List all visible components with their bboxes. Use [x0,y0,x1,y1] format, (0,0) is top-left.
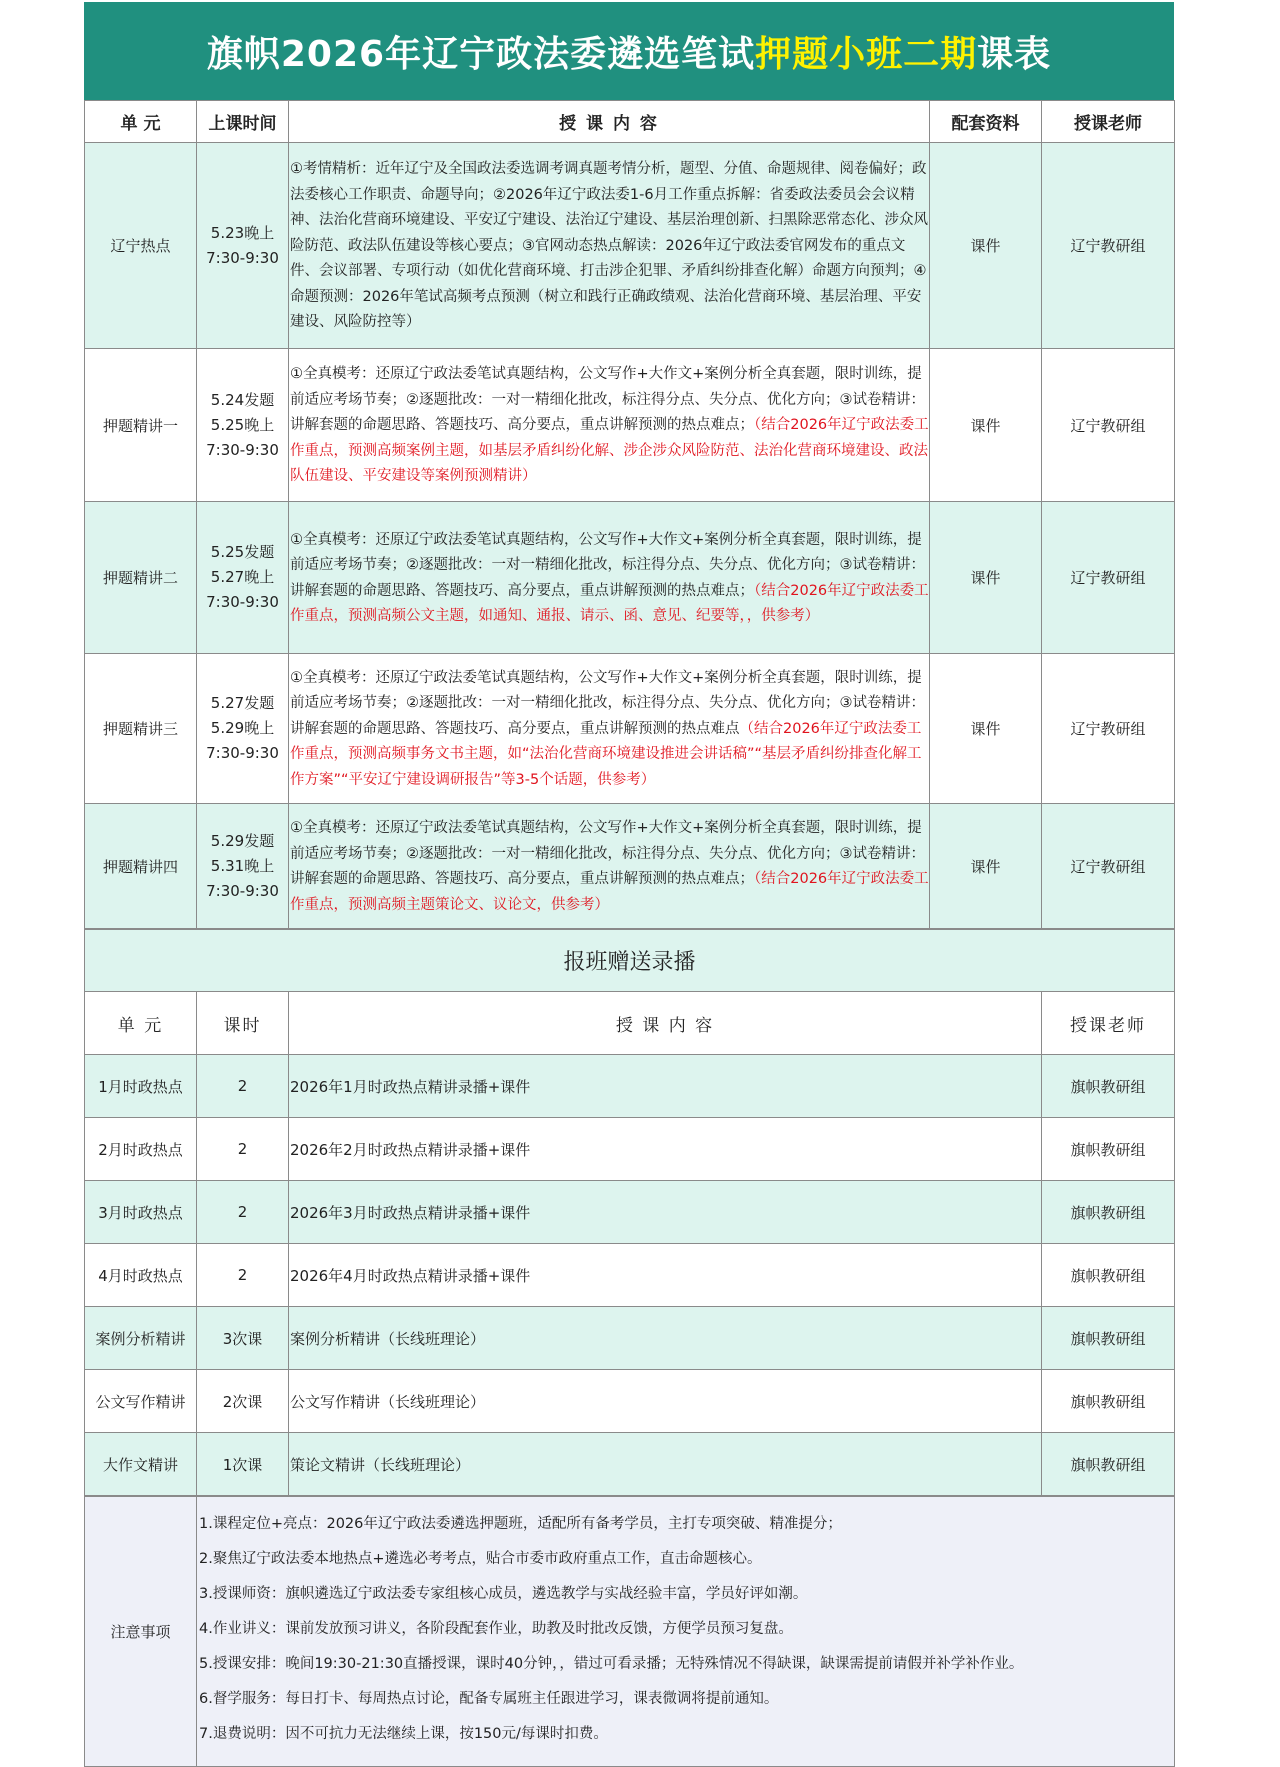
row-teacher: 旗帜教研组 [1042,1433,1175,1496]
bonus-table [84,929,1175,1496]
row-unit: 押题精讲四 [85,804,197,929]
row-unit: 2月时政热点 [85,1118,197,1181]
bonus-section-title: 报班赠送录播 [85,930,1175,992]
title-suffix: 课表 [977,33,1052,75]
table-row [85,1244,1175,1307]
row-teacher: 辽宁教研组 [1042,349,1175,502]
main-schedule-table [84,100,1175,929]
row-content: 策论文精讲（长线班理论） [289,1433,1042,1496]
row-time: 5.24发题 5.25晚上 7:30-9:30 [197,349,289,502]
row-content: 2026年1月时政热点精讲录播+课件 [289,1055,1042,1118]
row-unit: 押题精讲三 [85,654,197,804]
row-teacher: 辽宁教研组 [1042,804,1175,929]
notes-table [84,1496,1175,1767]
row-teacher: 旗帜教研组 [1042,1181,1175,1244]
notes-list [197,1497,1175,1767]
row-material: 课件 [930,502,1042,654]
page-title [84,2,1174,100]
row-content: 2026年2月时政热点精讲录播+课件 [289,1118,1042,1181]
row-hours: 1次课 [197,1433,289,1496]
header-unit: 单 元 [85,992,197,1055]
header-content: 授 课 内 容 [289,992,1042,1055]
notes-label: 注意事项 [85,1497,197,1767]
row-time: 5.27发题 5.29晚上 7:30-9:30 [197,654,289,804]
header-material: 配套资料 [930,101,1042,143]
row-content: ①考情精析：近年辽宁及全国政法委选调考调真题考情分析，题型、分值、命题规律、阅卷偏好；政法委核心工作职责、命题导向；②2026年辽宁政法委1-6月工作重点拆解：省委政法委员会会议精神、法治化营商环境建设、平安辽宁建设、法治辽宁建设、基层治理创新、扫黑除恶常态化、涉众风险防范、政法队伍建设等核心要点；③官网动态热点解读：2026年辽宁政法委官网发布的重点文件、会议部署、专项行动（如优化营商环境、打击涉企犯罪、矛盾纠纷排查化解）命题方向预判；④命题预测：2026年笔试高频考点预测（树立和践行正确政绩观、法治化营商环境、基层治理、平安建设、风险防控等） [289,143,930,349]
row-unit: 公文写作精讲 [85,1370,197,1433]
row-time: 5.23晚上 7:30-9:30 [197,143,289,349]
row-teacher: 旗帜教研组 [1042,1244,1175,1307]
row-material: 课件 [930,143,1042,349]
header-unit: 单 元 [85,101,197,143]
row-unit: 3月时政热点 [85,1181,197,1244]
row-unit: 1月时政热点 [85,1055,197,1118]
row-unit: 案例分析精讲 [85,1307,197,1370]
row-time: 5.29发题 5.31晚上 7:30-9:30 [197,804,289,929]
bonus-table-header [85,992,1175,1055]
row-unit: 4月时政热点 [85,1244,197,1307]
table-row [85,1433,1175,1496]
row-hours: 2 [197,1055,289,1118]
list-item: 2.聚焦辽宁政法委本地热点+遴选必考考点，贴合市委市政府重点工作，直击命题核心。 [199,1551,762,1567]
header-content: 授 课 内 容 [289,101,930,143]
table-row [85,1055,1175,1118]
row-content: 2026年4月时政热点精讲录播+课件 [289,1244,1042,1307]
list-item: 3.授课师资：旗帜遴选辽宁政法委专家组核心成员，遴选教学与实战经验丰富，学员好评如潮。 [199,1586,808,1602]
header-hours: 课时 [197,992,289,1055]
table-row [85,804,1175,929]
row-teacher: 辽宁教研组 [1042,502,1175,654]
title-prefix: 旗帜2026年辽宁政法委遴选笔试 [206,33,756,75]
row-content: ①全真模考：还原辽宁政法委笔试真题结构，公文写作+大作文+案例分析全真套题，限时训练，提前适应考场节奏；②逐题批改：一对一精细化批改，标注得分点、失分点、优化方向；③试卷精讲：讲解套题的命题思路、答题技巧、高分要点，重点讲解预测的热点难点；（结合2026年辽宁政法委工作重点，预测高频公文主题，如通知、通报、请示、函、意见、纪要等，，供参考） [289,502,930,654]
row-content: 案例分析精讲（长线班理论） [289,1307,1042,1370]
row-hours: 2 [197,1244,289,1307]
row-teacher: 旗帜教研组 [1042,1118,1175,1181]
row-content: ①全真模考：还原辽宁政法委笔试真题结构，公文写作+大作文+案例分析全真套题，限时训练，提前适应考场节奏；②逐题批改：一对一精细化批改，标注得分点、失分点、优化方向；③试卷精讲：讲解套题的命题思路、答题技巧、高分要点，重点讲解预测的热点难点；（结合2026年辽宁政法委工作重点，预测高频案例主题，如基层矛盾纠纷化解、涉企涉众风险防范、法治化营商环境建设、政法队伍建设、平安建设等案例预测精讲） [289,349,930,502]
row-teacher: 旗帜教研组 [1042,1055,1175,1118]
row-teacher: 旗帜教研组 [1042,1370,1175,1433]
row-teacher: 辽宁教研组 [1042,654,1175,804]
row-time: 5.25发题 5.27晚上 7:30-9:30 [197,502,289,654]
row-hours: 2 [197,1118,289,1181]
row-content: ①全真模考：还原辽宁政法委笔试真题结构，公文写作+大作文+案例分析全真套题，限时训练，提前适应考场节奏；②逐题批改：一对一精细化批改，标注得分点、失分点、优化方向；③试卷精讲：讲解套题的命题思路、答题技巧、高分要点，重点讲解预测的热点难点；（结合2026年辽宁政法委工作重点，预测高频主题策论文、议论文，供参考） [289,804,930,929]
main-table-header [85,101,1175,143]
row-material: 课件 [930,654,1042,804]
table-row [85,1370,1175,1433]
title-highlight: 押题小班二期 [755,33,978,75]
row-unit: 押题精讲二 [85,502,197,654]
table-row [85,1181,1175,1244]
row-hours: 2次课 [197,1370,289,1433]
row-unit: 押题精讲一 [85,349,197,502]
header-teacher: 授课老师 [1042,101,1175,143]
table-row [85,1307,1175,1370]
row-content: 公文写作精讲（长线班理论） [289,1370,1042,1433]
row-unit: 大作文精讲 [85,1433,197,1496]
header-teacher: 授课老师 [1042,992,1175,1055]
table-row [85,349,1175,502]
table-row [85,143,1175,349]
list-item: 6.督学服务：每日打卡、每周热点讨论，配备专属班主任跟进学习，课表微调将提前通知。 [199,1691,779,1707]
header-time: 上课时间 [197,101,289,143]
list-item: 5.授课安排：晚间19:30-21:30直播授课，课时40分钟，，错过可看录播；无特殊情况不得缺课，缺课需提前请假并补学补作业。 [199,1656,1024,1672]
row-material: 课件 [930,804,1042,929]
row-material: 课件 [930,349,1042,502]
row-content: 2026年3月时政热点精讲录播+课件 [289,1181,1042,1244]
list-item: 1.课程定位+亮点：2026年辽宁政法委遴选押题班，适配所有备考学员，主打专项突破、精准提分； [199,1516,842,1532]
row-teacher: 辽宁教研组 [1042,143,1175,349]
table-row [85,654,1175,804]
table-row [85,502,1175,654]
list-item: 4.作业讲义：课前发放预习讲义，各阶段配套作业，助教及时批改反馈，方便学员预习复盘。 [199,1621,793,1637]
list-item: 7.退费说明：因不可抗力无法继续上课，按150元/每课时扣费。 [199,1726,608,1742]
row-unit: 辽宁热点 [85,143,197,349]
schedule-sheet [84,2,1174,1767]
row-hours: 3次课 [197,1307,289,1370]
row-content: ①全真模考：还原辽宁政法委笔试真题结构，公文写作+大作文+案例分析全真套题，限时训练，提前适应考场节奏；②逐题批改：一对一精细化批改，标注得分点、失分点、优化方向；③试卷精讲：讲解套题的命题思路、答题技巧、高分要点，重点讲解预测的热点难点（结合2026年辽宁政法委工作重点，预测高频事务文书主题，如“法治化营商环境建设推进会讲话稿”“基层矛盾纠纷排查化解工作方案”“平安辽宁建设调研报告”等3-5个话题，供参考） [289,654,930,804]
table-row [85,1118,1175,1181]
row-teacher: 旗帜教研组 [1042,1307,1175,1370]
row-hours: 2 [197,1181,289,1244]
